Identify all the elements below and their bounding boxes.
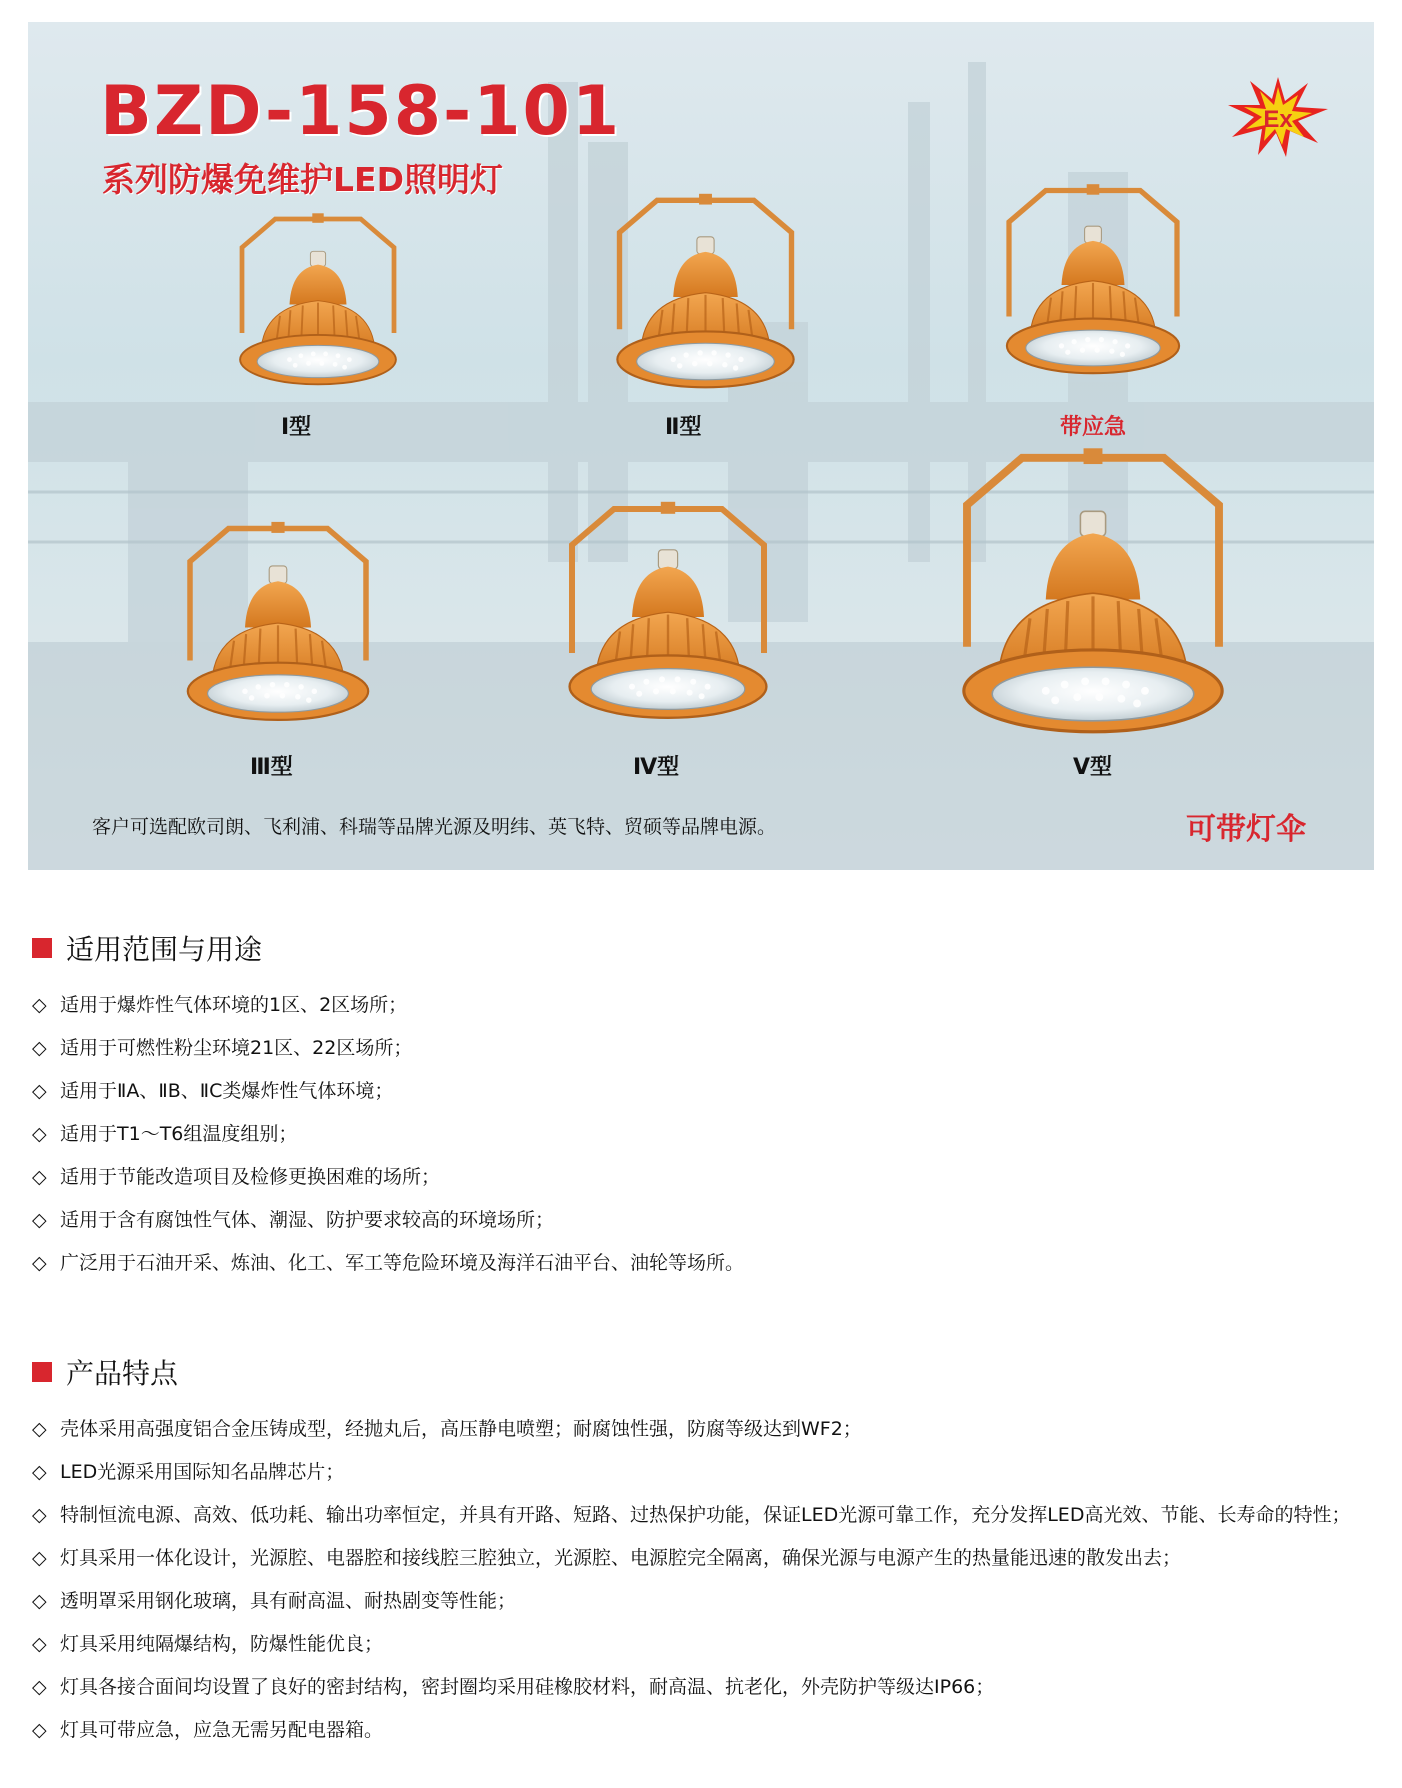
list-item: ◇ 壳体采用高强度铝合金压铸成型，经抛丸后，高压静电喷塑；耐腐蚀性强，防腐等级达到WF2； (32, 1408, 1400, 1451)
model-title: BZD-158-101 (100, 72, 622, 151)
section-application-scope (32, 928, 1400, 1285)
diamond-bullet-icon: ◇ (32, 1166, 47, 1188)
section-title: 适用范围与用途 (66, 933, 263, 966)
diamond-bullet-icon: ◇ (32, 994, 47, 1016)
lamp-emergency-label: 带应急 (1060, 415, 1127, 440)
scope-list (32, 984, 1400, 1285)
lamp-type-5-image (923, 442, 1263, 757)
red-square-icon (32, 938, 52, 958)
diamond-bullet-icon: ◇ (32, 1461, 47, 1483)
section-header (32, 1352, 1400, 1392)
lamp-type-4-image (548, 477, 788, 757)
lamp-type-2-label: Ⅱ型 (665, 415, 702, 440)
list-item: ◇ 灯具可带应急，应急无需另配电器箱。 (32, 1709, 1400, 1752)
ex-explosion-proof-badge (1228, 77, 1328, 157)
product-banner (28, 22, 1374, 870)
list-item: ◇ 适用于可燃性粉尘环境21区、22区场所； (32, 1027, 1400, 1070)
list-item: ◇ LED光源采用国际知名品牌芯片； (32, 1451, 1400, 1494)
section-product-features (32, 1352, 1400, 1752)
lamp-type-4-label: Ⅳ型 (633, 755, 680, 780)
diamond-bullet-icon: ◇ (32, 1719, 47, 1741)
lamp-type-5-label: Ⅴ型 (1073, 755, 1113, 780)
light-source-note: 客户可选配欧司朗、飞利浦、科瑞等品牌光源及明纬、英飞特、贸硕等品牌电源。 (92, 816, 777, 838)
lamp-type-1-image (223, 207, 413, 402)
diamond-bullet-icon: ◇ (32, 1037, 47, 1059)
section-title: 产品特点 (66, 1357, 179, 1390)
diamond-bullet-icon: ◇ (32, 1633, 47, 1655)
list-item: ◇ 特制恒流电源、高效、低功耗、输出功率恒定，并具有开路、短路、过热保护功能，保证LED光源可靠工作，充分发挥LED高光效、节能、长寿命的特性； (32, 1494, 1400, 1537)
diamond-bullet-icon: ◇ (32, 1590, 47, 1612)
diamond-bullet-icon: ◇ (32, 1676, 47, 1698)
lamp-emergency-image (988, 170, 1198, 400)
red-square-icon (32, 1362, 52, 1382)
lamp-type-3-label: Ⅲ型 (250, 755, 293, 780)
umbrella-option-label: 可带灯伞 (1186, 812, 1306, 847)
ex-badge-text: Ex (1263, 106, 1293, 133)
lamp-type-1-label: Ⅰ型 (281, 415, 312, 440)
list-item: ◇ 适用于T1～T6组温度组别； (32, 1113, 1400, 1156)
diamond-bullet-icon: ◇ (32, 1504, 47, 1526)
lamp-type-2-image (598, 187, 813, 407)
features-list (32, 1408, 1400, 1752)
diamond-bullet-icon: ◇ (32, 1252, 47, 1274)
list-item: ◇ 灯具采用纯隔爆结构，防爆性能优良； (32, 1623, 1400, 1666)
diamond-bullet-icon: ◇ (32, 1080, 47, 1102)
list-item: ◇ 适用于爆炸性气体环境的1区、2区场所； (32, 984, 1400, 1027)
diamond-bullet-icon: ◇ (32, 1123, 47, 1145)
product-subtitle: 系列防爆免维护LED照明灯 (102, 160, 503, 199)
list-item: ◇ 透明罩采用钢化玻璃，具有耐高温、耐热剧变等性能； (32, 1580, 1400, 1623)
diamond-bullet-icon: ◇ (32, 1418, 47, 1440)
diamond-bullet-icon: ◇ (32, 1547, 47, 1569)
list-item: ◇ 灯具采用一体化设计，光源腔、电器腔和接线腔三腔独立，光源腔、电源腔完全隔离，确保光源与电源产生的热量能迅速的散发出去； (32, 1537, 1400, 1580)
list-item: ◇ 广泛用于石油开采、炼油、化工、军工等危险环境及海洋石油平台、油轮等场所。 (32, 1242, 1400, 1285)
diamond-bullet-icon: ◇ (32, 1209, 47, 1231)
list-item: ◇ 适用于含有腐蚀性气体、潮湿、防护要求较高的环境场所； (32, 1199, 1400, 1242)
lamp-type-3-image (168, 500, 388, 755)
list-item: ◇ 适用于ⅡA、ⅡB、ⅡC类爆炸性气体环境； (32, 1070, 1400, 1113)
section-header (32, 928, 1400, 968)
list-item: ◇ 灯具各接合面间均设置了良好的密封结构，密封圈均采用硅橡胶材料，耐高温、抗老化，外壳防护等级达IP66； (32, 1666, 1400, 1709)
list-item: ◇ 适用于节能改造项目及检修更换困难的场所； (32, 1156, 1400, 1199)
